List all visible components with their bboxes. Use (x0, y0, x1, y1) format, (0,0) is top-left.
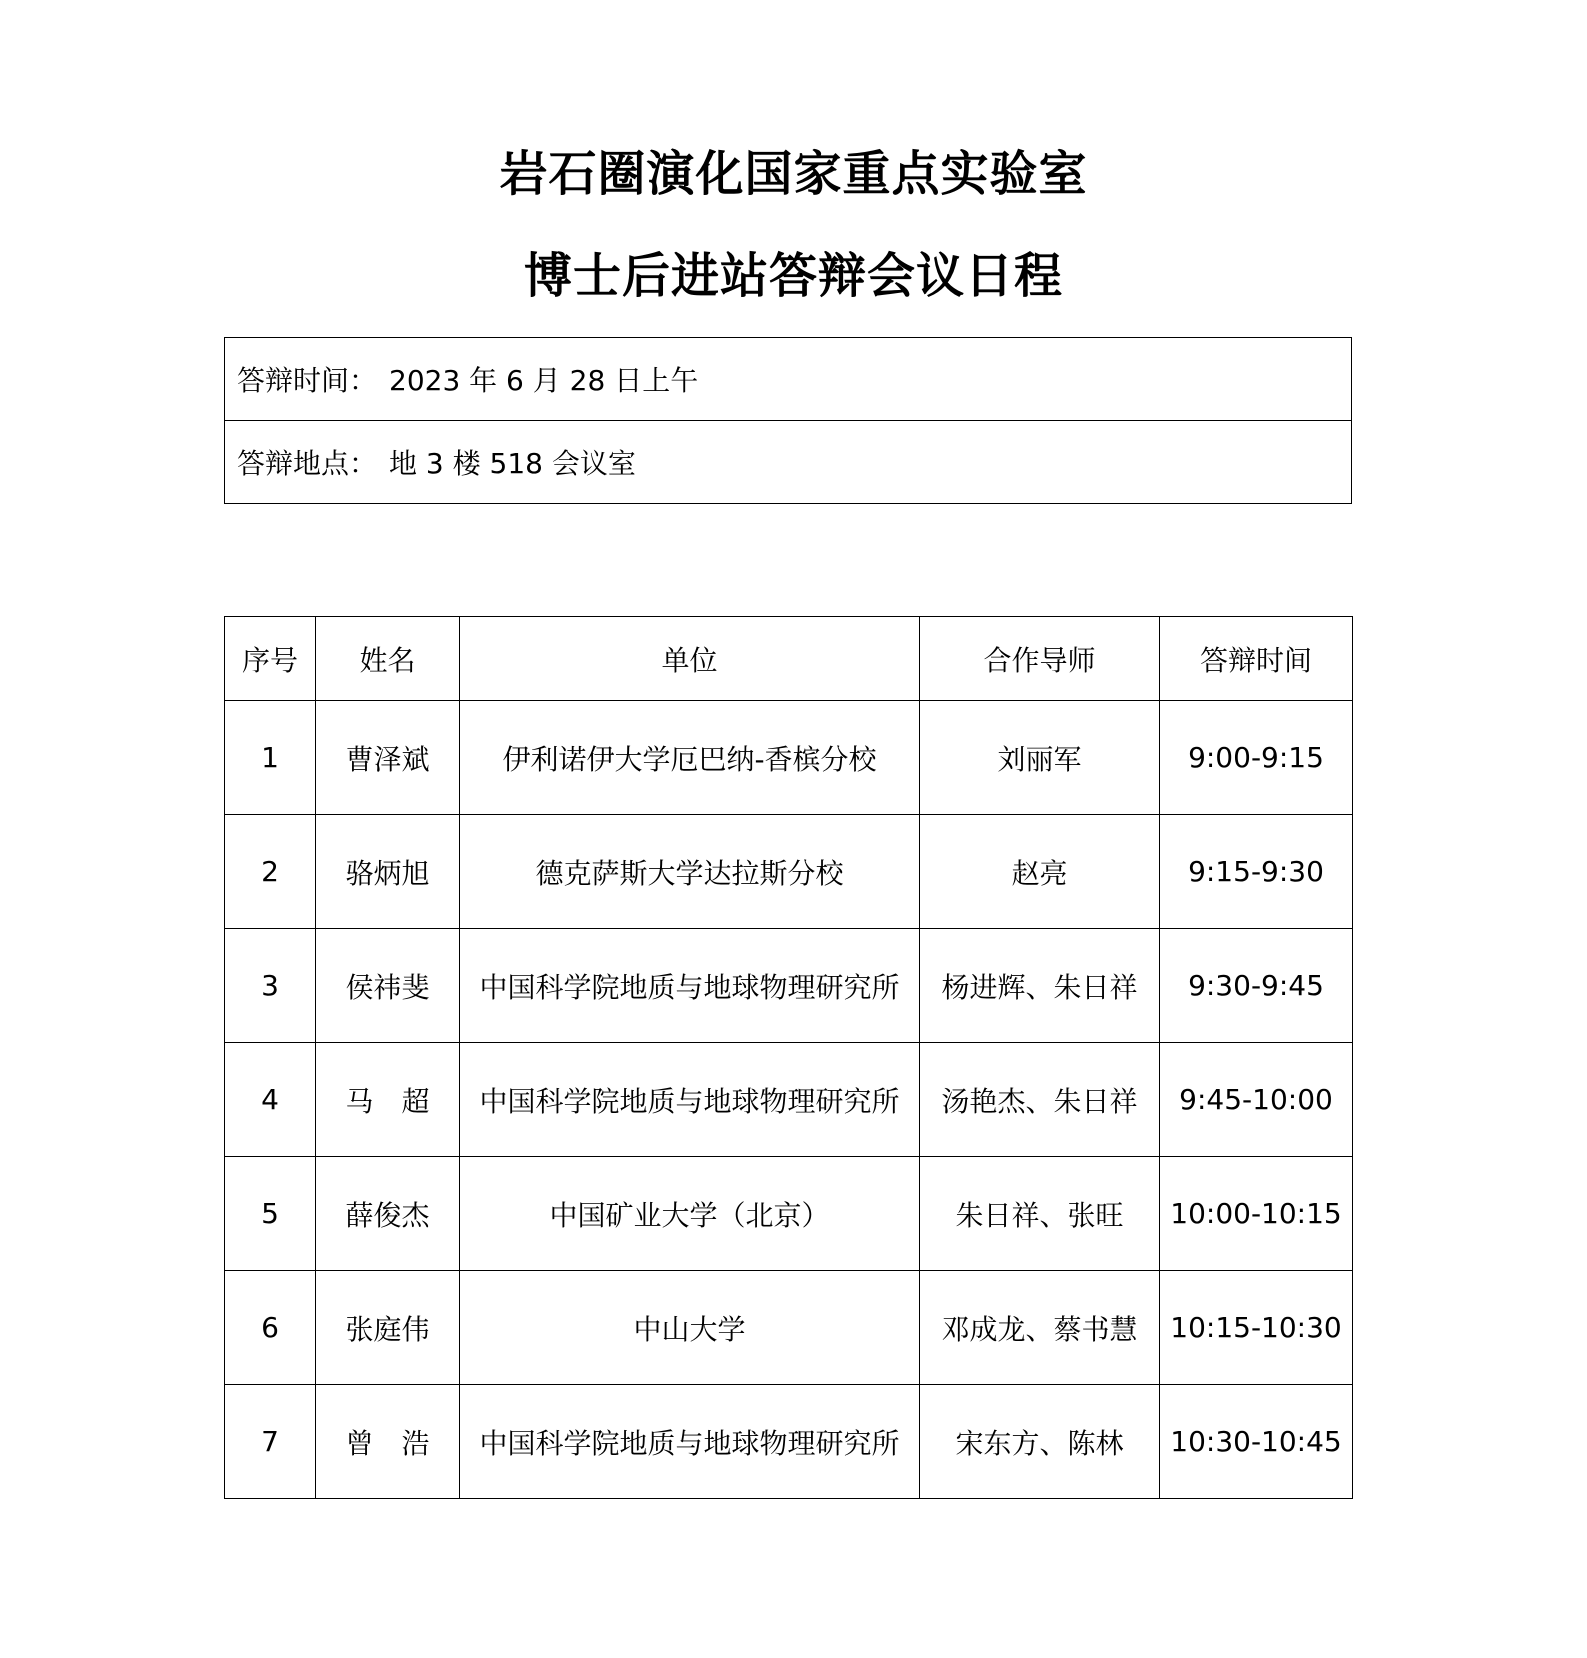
cell-name: 马 超 (316, 1043, 460, 1157)
table-row (225, 815, 1353, 929)
table-row (225, 1043, 1353, 1157)
meeting-place-label: 答辩地点： (237, 447, 378, 480)
meeting-time-row (225, 338, 1352, 421)
cell-unit: 中国科学院地质与地球物理研究所 (460, 1043, 920, 1157)
cell-name: 曾 浩 (316, 1385, 460, 1499)
cell-time: 9:45-10:00 (1160, 1043, 1353, 1157)
cell-time: 10:00-10:15 (1160, 1157, 1353, 1271)
header-time: 答辩时间 (1160, 617, 1353, 701)
cell-advisor: 宋东方、陈林 (920, 1385, 1160, 1499)
table-row (225, 1157, 1353, 1271)
cell-number: 2 (225, 815, 316, 929)
cell-name: 侯祎斐 (316, 929, 460, 1043)
table-row (225, 929, 1353, 1043)
header-unit: 单位 (460, 617, 920, 701)
table-row (225, 1271, 1353, 1385)
cell-name: 曹泽斌 (316, 701, 460, 815)
meeting-time-cell (225, 338, 1352, 421)
cell-name: 骆炳旭 (316, 815, 460, 929)
cell-unit: 德克萨斯大学达拉斯分校 (460, 815, 920, 929)
cell-number: 7 (225, 1385, 316, 1499)
header-advisor: 合作导师 (920, 617, 1160, 701)
document-title: 岩石圈演化国家重点实验室 (499, 146, 1088, 202)
cell-name: 张庭伟 (316, 1271, 460, 1385)
cell-number: 4 (225, 1043, 316, 1157)
cell-advisor: 赵亮 (920, 815, 1160, 929)
meeting-place-cell (225, 421, 1352, 504)
meeting-place-value: 地 3 楼 518 会议室 (389, 447, 636, 480)
document-subtitle: 博士后进站答辩会议日程 (523, 248, 1063, 304)
cell-advisor: 汤艳杰、朱日祥 (920, 1043, 1160, 1157)
cell-number: 6 (225, 1271, 316, 1385)
cell-time: 9:15-9:30 (1160, 815, 1353, 929)
cell-unit: 中山大学 (460, 1271, 920, 1385)
cell-number: 3 (225, 929, 316, 1043)
schedule-table (224, 616, 1353, 1499)
cell-unit: 伊利诺伊大学厄巴纳-香槟分校 (460, 701, 920, 815)
cell-unit: 中国科学院地质与地球物理研究所 (460, 1385, 920, 1499)
cell-time: 10:30-10:45 (1160, 1385, 1353, 1499)
cell-unit: 中国矿业大学（北京） (460, 1157, 920, 1271)
cell-name: 薛俊杰 (316, 1157, 460, 1271)
cell-advisor: 刘丽军 (920, 701, 1160, 815)
meeting-time-label: 答辩时间： (237, 364, 378, 397)
cell-time: 10:15-10:30 (1160, 1271, 1353, 1385)
meeting-place-row (225, 421, 1352, 504)
schedule-header-row (225, 617, 1353, 701)
cell-advisor: 朱日祥、张旺 (920, 1157, 1160, 1271)
table-row (225, 1385, 1353, 1499)
header-name: 姓名 (316, 617, 460, 701)
header-number: 序号 (225, 617, 316, 701)
cell-number: 1 (225, 701, 316, 815)
cell-advisor: 杨进辉、朱日祥 (920, 929, 1160, 1043)
cell-number: 5 (225, 1157, 316, 1271)
cell-time: 9:00-9:15 (1160, 701, 1353, 815)
cell-advisor: 邓成龙、蔡书慧 (920, 1271, 1160, 1385)
cell-time: 9:30-9:45 (1160, 929, 1353, 1043)
meeting-info-table (224, 337, 1352, 504)
table-row (225, 701, 1353, 815)
meeting-time-value: 2023 年 6 月 28 日上午 (389, 364, 699, 397)
cell-unit: 中国科学院地质与地球物理研究所 (460, 929, 920, 1043)
